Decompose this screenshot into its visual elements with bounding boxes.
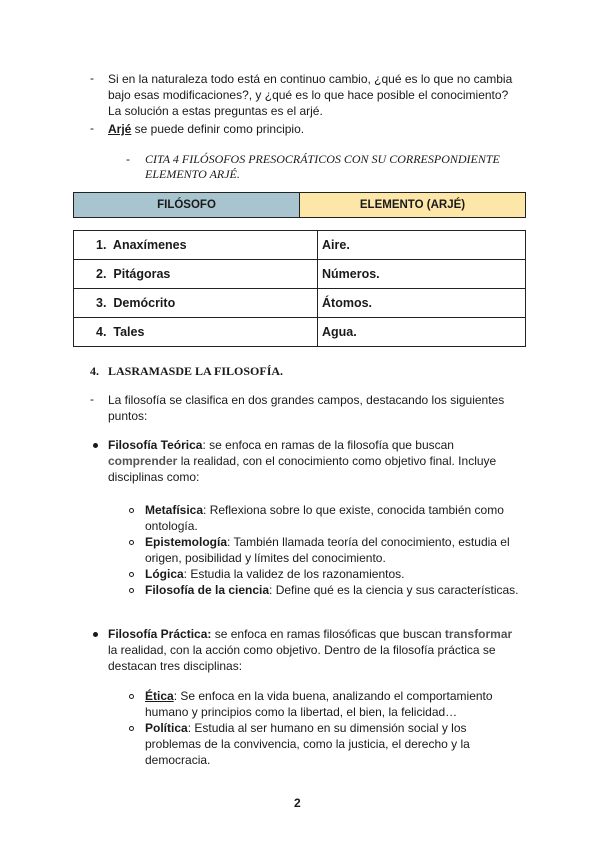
table-row <box>74 289 526 318</box>
circle-bullet <box>129 540 134 545</box>
header-element: ELEMENTO (ARJÉ) <box>300 193 526 218</box>
teorica-paragraph: Filosofía Teórica: se enfoca en ramas de la filosofía que buscan comprender la realidad, con el conocimiento como objetivo final. Incluye disciplinas como: <box>108 438 497 484</box>
circle-bullet <box>129 572 134 577</box>
dash-bullet: - <box>90 392 94 406</box>
intro-question: Si en la naturaleza todo está en continuo cambio, ¿qué es lo que no cambia bajo esas modificaciones?, y ¿qué es lo que hace posible el conocimiento? La solución a estas preguntas es el arjé. <box>108 72 513 118</box>
circle-bullet <box>129 726 134 731</box>
element-cell: Agua. <box>318 318 526 347</box>
practica-item-politica: Política: Estudia al ser humano en su dimensión social y los problemas de la convivencia, como la justicia, el derecho y la democracia. <box>145 721 470 767</box>
practica-paragraph: Filosofía Práctica: se enfoca en ramas filosóficas que buscan transformar la realidad, con la acción como objetivo. Dentro de la filosofía práctica se destacan tres disciplinas: <box>108 627 513 673</box>
circle-bullet <box>129 588 134 593</box>
clasifica-paragraph: La filosofía se clasifica en dos grandes campos, destacando los siguientes puntos: <box>108 393 505 423</box>
arje-term: Arjé <box>108 122 132 136</box>
philosophers-table <box>73 230 526 347</box>
practica-item-etica: Ética: Se enfoca en la vida buena, analizando el comportamiento humano y principios como la libertad, el bien, la felicidad… <box>145 689 493 719</box>
element-cell: Átomos. <box>318 289 526 318</box>
practica-term: Filosofía Práctica: <box>108 627 212 641</box>
table-row <box>74 260 526 289</box>
teorica-verb: comprender <box>108 454 178 468</box>
header-table <box>73 192 526 218</box>
philosopher-cell: 4. Tales <box>74 318 318 347</box>
teorica-item-logica: Lógica: Estudia la validez de los razonamientos. <box>145 567 405 581</box>
page-number: 2 <box>294 796 301 810</box>
dash-bullet: - <box>90 121 94 135</box>
bullet-dot <box>93 443 98 448</box>
cita-instruction: CITA 4 FILÓSOFOS PRESOCRÁTICOS CON SU CORRESPONDIENTE ELEMENTO ARJÉ. <box>145 152 500 181</box>
table-row <box>74 231 526 260</box>
teorica-item-ciencia: Filosofía de la ciencia: Define qué es la ciencia y sus características. <box>145 583 519 597</box>
practica-verb: transformar <box>444 627 513 641</box>
philosopher-cell: 2. Pitágoras <box>74 260 318 289</box>
dash-bullet: - <box>126 152 130 166</box>
dash-bullet: - <box>90 71 94 85</box>
element-cell: Aire. <box>318 231 526 260</box>
circle-bullet <box>129 694 134 699</box>
teorica-item-metafisica: Metafísica: Reflexiona sobre lo que existe, conocida también como ontología. <box>145 503 504 533</box>
bullet-dot <box>93 632 98 637</box>
section-heading: 4. LASRAMASDE LA FILOSOFÍA. <box>90 364 284 378</box>
circle-bullet <box>129 508 134 513</box>
philosopher-cell: 1. Anaxímenes <box>74 231 318 260</box>
teorica-item-epistemologia: Epistemología: También llamada teoría del conocimiento, estudia el origen, posibilidad y límites del conocimiento. <box>145 535 510 565</box>
philosopher-cell: 3. Demócrito <box>74 289 318 318</box>
arje-definition: Arjé se puede definir como principio. <box>108 122 305 136</box>
table-row <box>74 318 526 347</box>
element-cell: Números. <box>318 260 526 289</box>
header-philosopher: FILÓSOFO <box>74 193 300 218</box>
teorica-term: Filosofía Teórica <box>108 438 203 452</box>
